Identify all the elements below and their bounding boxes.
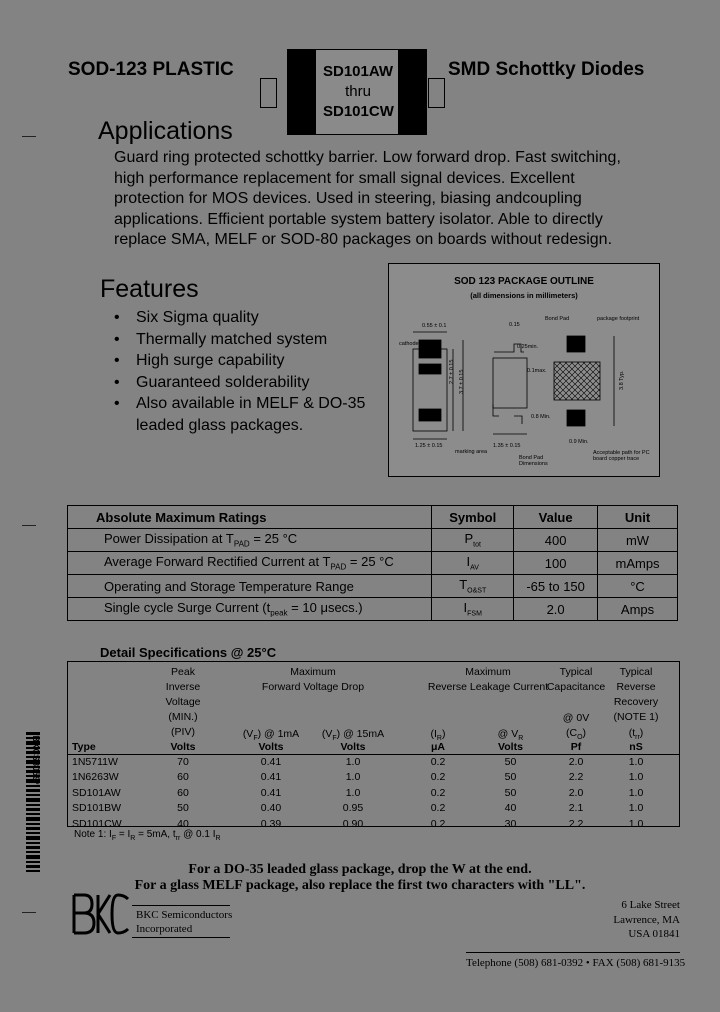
sub-text: (V bbox=[242, 728, 254, 740]
applications-text bbox=[114, 148, 674, 251]
header-line: (MIN.) bbox=[168, 711, 198, 723]
sub-script: F bbox=[253, 735, 258, 743]
table-row bbox=[68, 786, 679, 801]
side-view bbox=[493, 344, 527, 434]
feature-text: Thermally matched system bbox=[136, 330, 328, 348]
feature-item bbox=[114, 329, 384, 351]
feature-text: Also available in MELF & DO-35 bbox=[136, 395, 366, 413]
data-cell: 0.2 bbox=[430, 802, 446, 815]
rec-t bbox=[613, 727, 659, 741]
applications-line: applications. Efficient portable system battery isolator. Able to directly bbox=[114, 210, 603, 228]
sub-script: R bbox=[518, 735, 524, 743]
applications-line: Guard ring protected schottky barrier. Low forward drop. Fast switching, bbox=[114, 149, 621, 166]
unit-type: Type bbox=[72, 741, 96, 753]
margin-mark bbox=[22, 136, 36, 137]
feature-text: High surge capability bbox=[136, 352, 285, 370]
type-cell: SD101AW bbox=[72, 786, 121, 799]
header-line: Typical bbox=[619, 666, 653, 678]
fwd-sub-1 bbox=[240, 728, 302, 742]
header-line: Recovery bbox=[613, 696, 659, 708]
param-cell bbox=[68, 598, 432, 621]
note-text: = 5mA, t bbox=[135, 829, 176, 840]
data-cell: 2.2 bbox=[568, 771, 584, 784]
header-line: Reverse Leakage Current bbox=[427, 681, 549, 693]
header-line: Peak bbox=[171, 666, 195, 678]
type-cell: SD101BW bbox=[72, 802, 122, 815]
barcode-text: *BKCS8059* bbox=[31, 732, 41, 785]
data-cell: 2.0 bbox=[568, 786, 584, 799]
data-cell: 50 bbox=[504, 771, 517, 784]
col-rec-header bbox=[613, 665, 659, 725]
symbol-text: I bbox=[466, 554, 471, 570]
table-row bbox=[68, 598, 678, 621]
header-line: (NOTE 1) bbox=[613, 711, 659, 723]
unit-cell: Volts bbox=[340, 741, 366, 753]
unit-cell: mAmps bbox=[598, 552, 678, 575]
header-line: Voltage bbox=[165, 696, 201, 708]
detail-note bbox=[74, 829, 221, 842]
dim-label: 0.1max. bbox=[527, 368, 547, 374]
cap-0v: @ 0V bbox=[562, 712, 590, 724]
data-cell: 0.2 bbox=[430, 817, 446, 830]
param-tail: = 25 °C bbox=[253, 531, 298, 547]
footer-note-2: For a glass MELF package, also replace the first two characters with "LL". bbox=[134, 878, 586, 893]
package-graphic bbox=[287, 49, 427, 135]
dim-label: 3.8 Typ. bbox=[619, 370, 625, 390]
param-text: Power Dissipation at T bbox=[104, 531, 234, 547]
sub-text: ) bbox=[441, 728, 446, 740]
dim-label: 1.35 ± 0.15 bbox=[493, 443, 521, 449]
dim-label: Bond Pad Dimensions bbox=[519, 455, 548, 467]
data-cell: 1.0 bbox=[628, 802, 644, 815]
footer-rule bbox=[466, 952, 680, 953]
unit-cell: μA bbox=[430, 741, 445, 753]
symbol-cell bbox=[432, 575, 514, 598]
bkc-logo-icon bbox=[70, 893, 130, 935]
data-cell: 0.41 bbox=[260, 756, 282, 768]
data-cell: 0.2 bbox=[430, 786, 446, 799]
col-header: Absolute Maximum Ratings bbox=[68, 506, 432, 529]
symbol-text: T bbox=[459, 577, 468, 593]
param-tail: = 25 °C bbox=[349, 554, 394, 570]
unit-cell: Volts bbox=[258, 741, 284, 753]
data-cell: 0.41 bbox=[260, 771, 282, 784]
company-block bbox=[136, 908, 232, 936]
header-right-title: SMD Schottky Diodes bbox=[448, 59, 645, 80]
part-line-3: SD101CW bbox=[323, 103, 394, 120]
sub-script: F bbox=[332, 735, 337, 743]
data-cell: 50 bbox=[177, 802, 189, 815]
table-row bbox=[68, 817, 679, 830]
param-text: Single cycle Surge Current (t bbox=[104, 600, 271, 616]
package-pin-left bbox=[260, 78, 277, 108]
symbol-sub: AV bbox=[470, 564, 479, 572]
unit-cell: Pf bbox=[570, 741, 582, 753]
address-line: Lawrence, MA bbox=[613, 913, 680, 926]
param-cell bbox=[68, 552, 432, 575]
bullet-icon: • bbox=[114, 309, 120, 326]
header-line: Inverse bbox=[165, 681, 201, 693]
dim-label: Acceptable path for PC board copper trace bbox=[593, 450, 650, 462]
data-cell: 2.1 bbox=[568, 802, 584, 815]
data-cell: 2.2 bbox=[568, 817, 584, 830]
symbol-sub: FSM bbox=[467, 610, 482, 618]
header-line: Capacitance bbox=[546, 681, 606, 693]
applications-line: replace SMA, MELF or SOD-80 packages on boards without redesign. bbox=[114, 231, 613, 248]
data-cell: 1.0 bbox=[345, 756, 361, 768]
data-cell: 0.2 bbox=[430, 756, 446, 768]
value-cell: 100 bbox=[514, 552, 598, 575]
header-line: Maximum bbox=[465, 666, 511, 678]
feature-item bbox=[114, 393, 384, 415]
bullet-icon: • bbox=[114, 373, 120, 391]
applications-heading: Applications bbox=[98, 117, 233, 145]
package-band-left bbox=[288, 50, 316, 134]
data-cell: 1.0 bbox=[628, 786, 644, 799]
col-peak-header bbox=[158, 665, 208, 740]
sub-text: (C bbox=[565, 727, 578, 739]
unit-cell: °C bbox=[598, 575, 678, 598]
value-cell: 2.0 bbox=[514, 598, 598, 621]
sub-text: @ V bbox=[497, 728, 519, 740]
logo-rule bbox=[132, 937, 230, 938]
data-cell: 0.90 bbox=[342, 817, 364, 830]
symbol-cell bbox=[432, 598, 514, 621]
package-pin-right bbox=[428, 78, 445, 108]
data-cell: 0.95 bbox=[342, 802, 364, 815]
data-cell: 40 bbox=[504, 802, 517, 815]
dim-label: cathode bbox=[399, 341, 419, 347]
data-cell: 30 bbox=[504, 817, 517, 830]
cap-co bbox=[544, 727, 608, 741]
header-left-title: SOD-123 PLASTIC bbox=[68, 59, 234, 80]
col-fwd-header bbox=[228, 665, 398, 695]
header-line: (PIV) bbox=[171, 726, 195, 738]
type-cell: 1N6263W bbox=[72, 771, 119, 784]
unit-cell: nS bbox=[629, 741, 643, 753]
address-line: USA 01841 bbox=[628, 928, 680, 940]
data-cell: 2.0 bbox=[568, 756, 584, 768]
part-number-block bbox=[323, 62, 393, 122]
data-cell: 1.0 bbox=[345, 786, 361, 799]
outline-subtitle: (all dimensions in millimeters) bbox=[470, 291, 578, 300]
unit-cell: Volts bbox=[170, 741, 196, 753]
table-row bbox=[68, 755, 679, 770]
dim-label: 0.8 Min. bbox=[531, 414, 551, 420]
dim-label: marking area bbox=[455, 449, 488, 455]
table-row bbox=[68, 529, 678, 552]
table-row bbox=[68, 575, 678, 598]
param-sub: peak bbox=[270, 608, 288, 618]
param-cell bbox=[68, 529, 432, 552]
phone-fax: Telephone (508) 681-0392 • FAX (508) 681-9135 bbox=[466, 957, 686, 969]
applications-line: high performance replacement for small signal devices. Excellent bbox=[114, 169, 575, 187]
detail-heading: Detail Specifications @ 25°C bbox=[100, 645, 277, 660]
symbol-text: I bbox=[463, 600, 468, 616]
data-cell: 1.0 bbox=[628, 771, 644, 784]
feature-text: leaded glass packages. bbox=[136, 416, 304, 434]
package-band-right bbox=[398, 50, 426, 134]
feature-text: Six Sigma quality bbox=[136, 309, 259, 326]
sub-script: rr bbox=[635, 734, 640, 742]
data-cell: 1.0 bbox=[628, 817, 644, 830]
value-cell: 400 bbox=[514, 529, 598, 552]
table-row bbox=[68, 552, 678, 575]
param-sub: PAD bbox=[330, 562, 347, 572]
type-cell: SD101CW bbox=[72, 817, 122, 830]
footer-note-1: For a DO-35 leaded glass package, drop the W at the end. bbox=[188, 862, 532, 877]
unit-cell: Volts bbox=[498, 741, 523, 753]
company-sub: Incorporated bbox=[136, 923, 193, 935]
unit-cell: mW bbox=[598, 529, 678, 552]
value-cell: -65 to 150 bbox=[514, 575, 598, 598]
company-name: BKC Semiconductors bbox=[136, 909, 233, 921]
rev-ir bbox=[423, 728, 453, 742]
header-line: Maximum bbox=[290, 666, 336, 678]
type-cell: 1N5711W bbox=[72, 756, 118, 768]
data-cell: 0.39 bbox=[260, 817, 282, 830]
feature-item-continuation bbox=[114, 415, 384, 437]
bullet-icon: • bbox=[114, 330, 120, 348]
data-cell: 60 bbox=[177, 771, 189, 784]
note-sub: rr bbox=[175, 835, 181, 842]
table-row bbox=[68, 770, 679, 785]
fwd-sub-2 bbox=[320, 728, 386, 742]
note-text: = I bbox=[116, 829, 131, 840]
param-text: Average Forward Rectified Current at T bbox=[104, 554, 331, 570]
param-tail: = 10 μsecs.) bbox=[291, 600, 363, 616]
sub-text: ) bbox=[639, 727, 644, 739]
top-view bbox=[413, 332, 463, 439]
data-cell: 1.0 bbox=[345, 771, 361, 784]
data-cell: 40 bbox=[177, 817, 189, 830]
address-line: 6 Lake Street bbox=[621, 899, 680, 911]
applications-line: protection for MOS devices. Used in steering, biasing andcoupling bbox=[114, 190, 582, 207]
sub-script: O bbox=[577, 734, 583, 742]
param-cell bbox=[68, 575, 432, 598]
sub-text: (V bbox=[321, 728, 333, 740]
part-line-2: thru bbox=[345, 83, 371, 100]
feature-item bbox=[114, 350, 384, 372]
param-text: Operating and Storage Temperature Range bbox=[104, 578, 354, 594]
symbol-sub: tot bbox=[473, 541, 481, 549]
col-cap-header bbox=[544, 665, 608, 695]
features-heading: Features bbox=[100, 275, 199, 303]
sub-text: ) @ 1mA bbox=[257, 728, 300, 740]
logo-rule bbox=[132, 905, 230, 906]
margin-mark bbox=[22, 912, 36, 913]
note-sub: R bbox=[130, 835, 136, 842]
dim-label: Bond Pad bbox=[545, 316, 570, 322]
dim-label: 0.15 bbox=[509, 322, 520, 328]
rev-vr bbox=[493, 728, 528, 742]
bullet-icon: • bbox=[114, 352, 120, 370]
table-header-row bbox=[68, 506, 678, 529]
data-cell: 0.41 bbox=[260, 786, 282, 799]
col-header: Unit bbox=[598, 506, 678, 529]
package-outline-box bbox=[388, 263, 660, 477]
note-text: @ 0.1 I bbox=[180, 829, 216, 840]
col-header: Value bbox=[514, 506, 598, 529]
dim-label: 0.55 ± 0.1 bbox=[422, 323, 447, 329]
dim-label: 0.9 Min. bbox=[569, 439, 589, 445]
symbol-text: P bbox=[464, 531, 474, 547]
param-sub: PAD bbox=[233, 539, 250, 549]
data-cell: 60 bbox=[177, 786, 189, 799]
header-line: Forward Voltage Drop bbox=[261, 681, 365, 693]
detail-table bbox=[67, 661, 680, 830]
sub-text: ) bbox=[582, 727, 587, 739]
note-sub: F bbox=[111, 835, 117, 842]
sub-script: R bbox=[436, 735, 442, 743]
header-line: Reverse bbox=[616, 681, 656, 693]
part-line-1: SD101AW bbox=[323, 63, 394, 80]
note-text: Note 1: I bbox=[74, 829, 112, 840]
outline-title: SOD 123 PACKAGE OUTLINE bbox=[454, 276, 594, 287]
dim-label: package footprint bbox=[597, 316, 640, 322]
data-cell: 70 bbox=[177, 756, 189, 768]
dim-label: 3.7 ± 0.15 bbox=[459, 369, 465, 394]
bullet-icon: • bbox=[114, 395, 120, 413]
data-cell: 0.2 bbox=[430, 771, 446, 784]
footprint-view bbox=[554, 336, 614, 426]
table-row bbox=[68, 801, 679, 816]
data-cell: 0.40 bbox=[260, 802, 282, 815]
address-block bbox=[560, 898, 680, 942]
symbol-sub: O&ST bbox=[467, 587, 487, 595]
abs-max-table bbox=[67, 505, 678, 621]
note-sub: R bbox=[215, 835, 221, 842]
dim-label: 2.7 ± 0.15 bbox=[449, 359, 455, 384]
data-cell: 50 bbox=[504, 756, 517, 768]
header-line: Typical bbox=[559, 666, 593, 678]
col-header: Symbol bbox=[432, 506, 514, 529]
margin-mark bbox=[22, 525, 36, 526]
sub-text: (t bbox=[628, 727, 636, 739]
sub-text: ) @ 15mA bbox=[336, 728, 385, 740]
feature-item bbox=[114, 307, 384, 329]
data-cell: 50 bbox=[504, 786, 517, 799]
symbol-cell bbox=[432, 552, 514, 575]
dim-label: 0.25min. bbox=[517, 344, 539, 350]
unit-cell: Amps bbox=[598, 598, 678, 621]
col-rev-header bbox=[413, 665, 563, 695]
features-list bbox=[114, 307, 384, 437]
data-cell: 1.0 bbox=[628, 756, 644, 768]
sub-text: (I bbox=[430, 728, 437, 740]
symbol-cell bbox=[432, 529, 514, 552]
feature-text: Guaranteed solderability bbox=[136, 373, 310, 391]
dim-label: 1.25 ± 0.15 bbox=[415, 443, 443, 449]
feature-item bbox=[114, 372, 384, 394]
